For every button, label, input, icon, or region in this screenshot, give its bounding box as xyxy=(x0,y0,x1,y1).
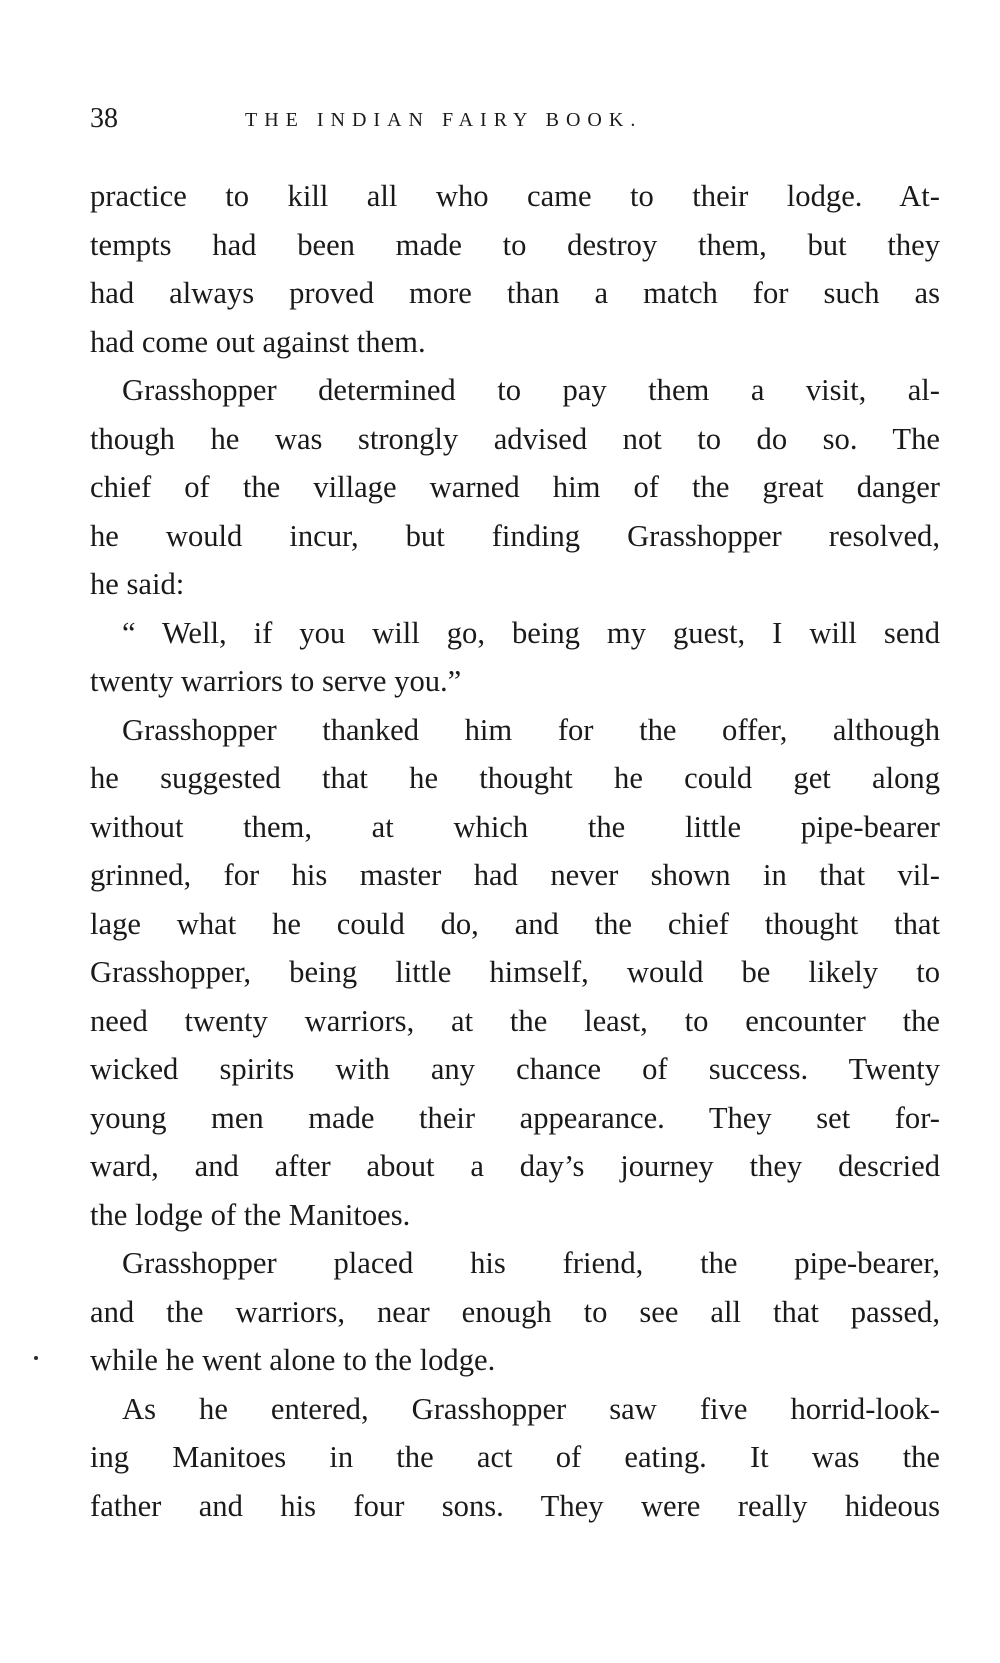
text-line: wicked spirits with any chance of success. Twenty xyxy=(90,1052,940,1086)
text-line: Grasshopper placed his friend, the pipe-bearer, xyxy=(122,1246,940,1280)
text-line: “ Well, if you will go, being my guest, I will send xyxy=(122,615,940,650)
text-line: young men made their appearance. They set for- xyxy=(90,1100,940,1135)
text-line: tempts had been made to destroy them, but they xyxy=(90,227,940,262)
text-line: father and his four sons. They were really hideous xyxy=(90,1488,940,1523)
text-line: lage what he could do, and the chief thought that xyxy=(90,906,940,941)
text-line: the lodge of the Manitoes. xyxy=(90,1197,411,1232)
text-line: chief of the village warned him of the great danger xyxy=(90,470,940,504)
text-line: he would incur, but finding Grasshopper resolved, xyxy=(90,518,940,553)
text-line: Grasshopper thanked him for the offer, although xyxy=(122,712,940,747)
text-line: Grasshopper determined to pay them a visit, al- xyxy=(122,373,940,407)
running-head xyxy=(90,103,940,143)
text-line: though he was strongly advised not to do so. The xyxy=(90,421,940,456)
text-line: had come out against them. xyxy=(90,324,426,359)
text-line: grinned, for his master had never shown in that vil- xyxy=(90,858,940,892)
ink-speck xyxy=(34,1356,38,1360)
text-line: ward, and after about a day’s journey they descried xyxy=(90,1149,940,1183)
book-title: THE INDIAN FAIRY BOOK. xyxy=(245,109,643,131)
text-line: As he entered, Grasshopper saw five horrid-look- xyxy=(122,1391,940,1426)
text-line: practice to kill all who came to their lodge. At- xyxy=(90,179,940,213)
text-line: Grasshopper, being little himself, would be likely to xyxy=(90,955,940,989)
page-number: 38 xyxy=(90,103,118,134)
text-line: while he went alone to the lodge. xyxy=(90,1343,496,1377)
body-text xyxy=(90,172,940,1530)
text-line: he said: xyxy=(90,567,185,601)
text-line: he suggested that he thought he could get along xyxy=(90,761,940,795)
text-line: need twenty warriors, at the least, to encounter the xyxy=(90,1003,940,1038)
text-line: and the warriors, near enough to see all that passed, xyxy=(90,1294,940,1329)
text-line: had always proved more than a match for such as xyxy=(90,276,940,310)
text-line: without them, at which the little pipe-bearer xyxy=(90,809,940,844)
text-line: twenty warriors to serve you.” xyxy=(90,664,462,698)
text-line: ing Manitoes in the act of eating. It was the xyxy=(90,1440,940,1474)
